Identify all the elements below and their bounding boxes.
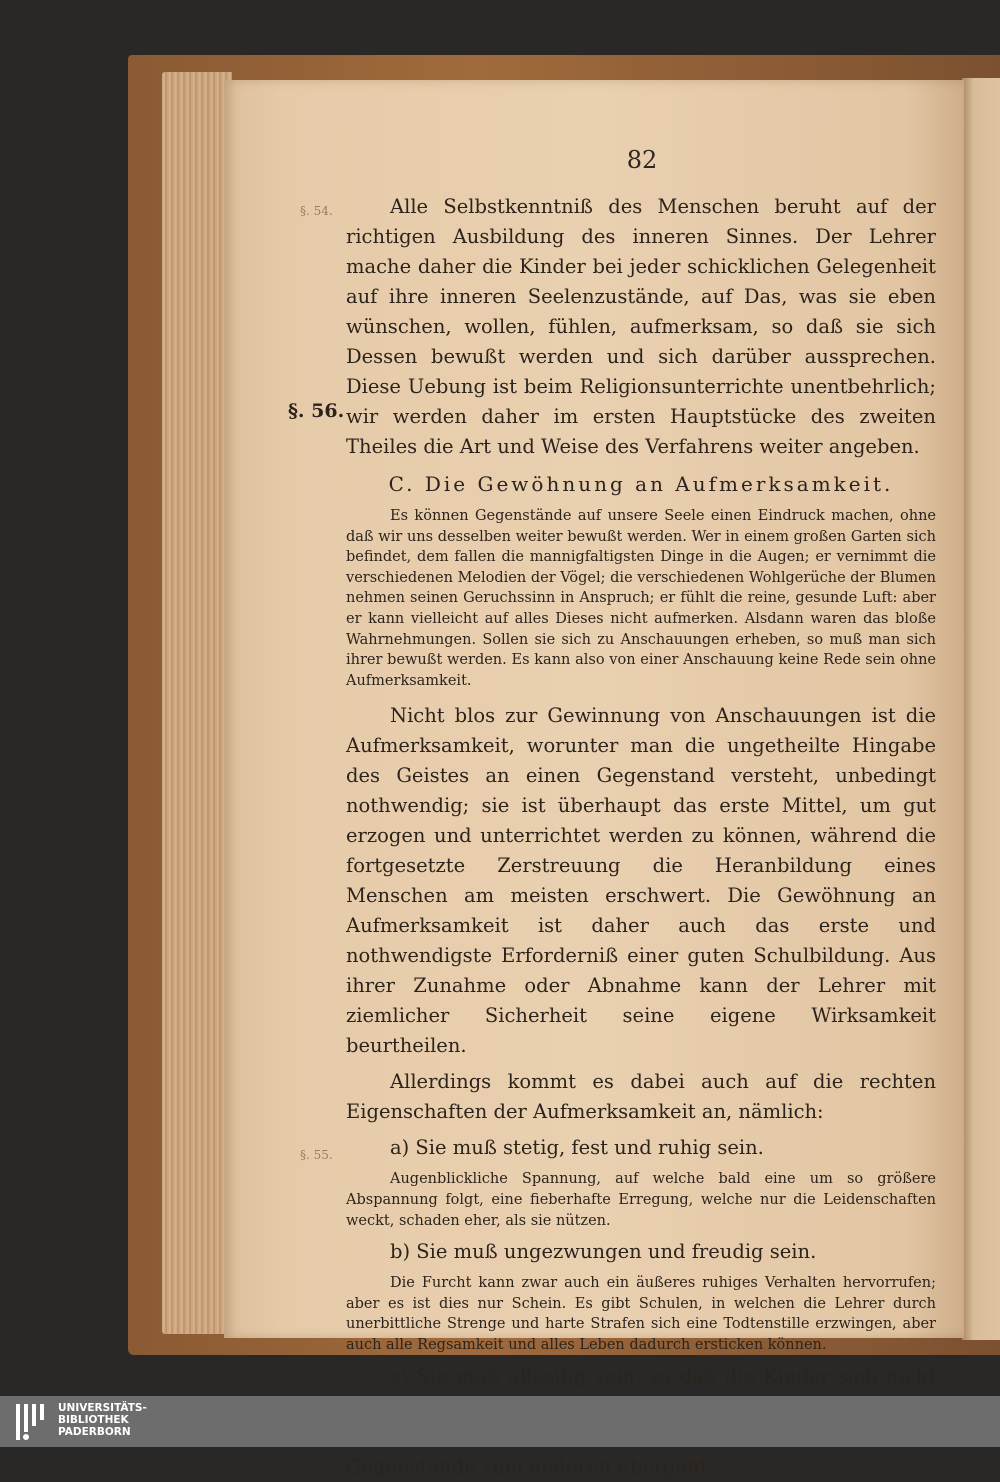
list-item-b: b) Sie muß ungezwungen und freudig sein.: [390, 1240, 817, 1264]
paragraph-2: Nicht blos zur Gewinnung von Anschauungen ist die Aufmerksamkeit, worunter man die ungetheilte Hingabe des Geistes an einen Gegenstand versteht, unbedingt nothwendig; sie ist überhaupt das erste Mittel, um gut erzogen und unterrichtet werden zu können, während die fortgesetzte Zerstreuung die Heranbildung eines Menschen am meisten erschwert. Die Gewöhnung an Aufmerksamkeit ist daher auch das erste und nothwendigste Erforderniß einer guten Schulbildung. Aus ihrer Zunahme oder Abnahme kann der Lehrer mit ziemlicher Sicherheit seine eigene Wirksamkeit beurtheilen.: [346, 704, 936, 1058]
small-paragraph-3: Die Furcht kann zwar auch ein äußeres ruhiges Verhalten hervorrufen; aber es ist dies nur Schein. Es gibt Schulen, in welchen die Lehrer durch unerbittliche Strenge und harte Strafen sich eine Todtenstille erzwingen, aber auch alle Regsamkeit und alles Leben dadurch ersticken können.: [346, 1275, 936, 1353]
library-footer: [0, 1396, 1000, 1447]
library-name-line-1: UNIVERSITÄTS-: [58, 1402, 147, 1414]
paragraph-3: Allerdings kommt es dabei auch auf die rechten Eigenschaften der Aufmerksamkeit an, nämlich:: [346, 1070, 936, 1124]
library-name-line-2: BIBLIOTHEK: [58, 1414, 129, 1426]
margin-mark-top: §. 54.: [300, 204, 333, 218]
section-marker: §. 56.: [288, 400, 345, 422]
page-text: [346, 192, 936, 1482]
library-name: [58, 1402, 147, 1438]
library-name-line-3: PADERBORN: [58, 1426, 131, 1438]
small-paragraph-2: Augenblickliche Spannung, auf welche bald eine um so größere Abspannung folgt, eine fieberhafte Erregung, welche nur die Leidenschaften weckt, schaden eher, als sie nützen.: [346, 1171, 936, 1229]
small-paragraph-1: Es können Gegenstände auf unsere Seele einen Eindruck machen, ohne daß wir uns desselben weiter bewußt werden. Wer in einem großen Garten sich befindet, dem fallen die mannigfaltigsten Dinge in die Augen; er vernimmt die verschiedenen Melodien der Vögel; die verschiedenen Wohlgerüche der Blumen nehmen seinen Geruchssinn in Anspruch; er fühlt die reine, gesunde Luft: aber er kann vielleicht auf alles Dieses nicht aufmerken. Alsdann waren das bloße Wahrnehmungen. Sollen sie sich zu Anschauungen erheben, so muß man sich ihrer bewußt werden. Es kann also von einer Anschauung keine Rede sein ohne Aufmerksamkeit.: [346, 508, 936, 689]
page-edges: [162, 72, 232, 1334]
paragraph-1: Alle Selbstkenntniß des Menschen beruht auf der richtigen Ausbildung des inneren Sinnes. Der Lehrer mache daher die Kinder bei jeder schicklichen Gelegenheit auf ihre inneren Seelenzustände, auf Das, was sie eben wünschen, wollen, fühlen, aufmerksam, so daß sie sich Dessen bewußt werden und sich darüber aussprechen. Diese Uebung ist beim Religionsunterrichte unentbehrlich; wir werden daher im ersten Hauptstücke des zweiten Theiles die Art und Weise des Verfahrens weiter angeben.: [346, 195, 936, 458]
library-logo-icon: [16, 1404, 50, 1440]
list-item-a: a) Sie muß stetig, fest und ruhig sein.: [390, 1136, 764, 1160]
facing-page-edge: [962, 78, 1000, 1340]
page-number: 82: [626, 146, 658, 174]
section-heading: C. Die Gewöhnung an Aufmerksamkeit.: [388, 472, 894, 496]
margin-mark-bottom: §. 55.: [300, 1148, 333, 1162]
list-item-c: c) Sie muß allseitig sein, so daß die Kinder sich nicht Gegenstande zum anderen übergeht.: [346, 1364, 936, 1478]
